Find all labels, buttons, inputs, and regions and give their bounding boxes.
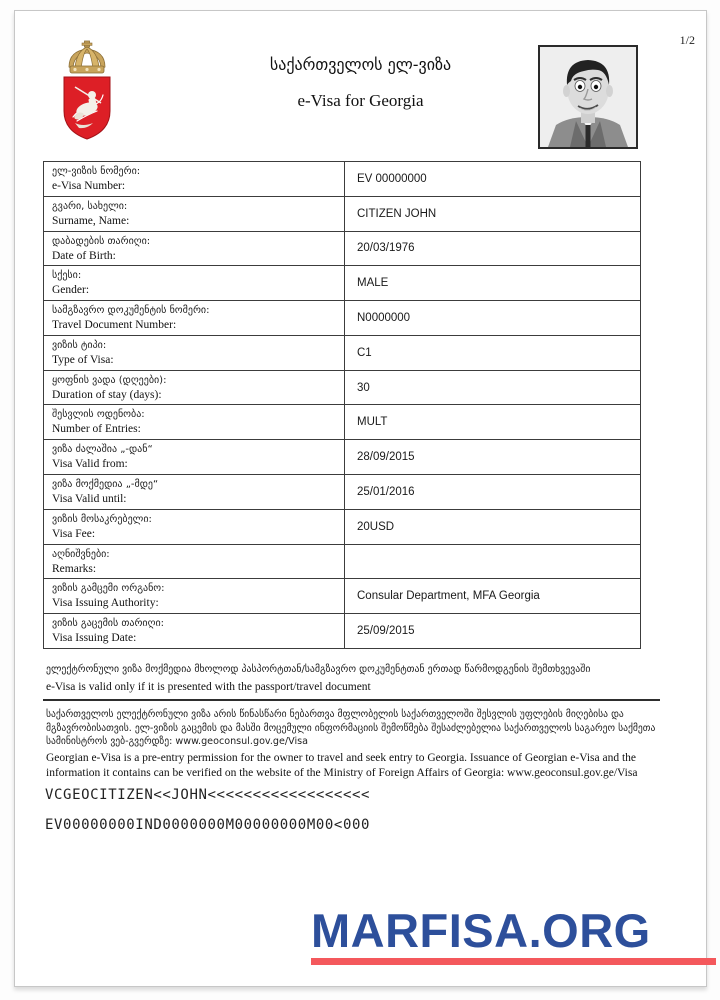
table-row-visa-type [44,336,640,371]
field-value [345,545,640,579]
field-label-ka: სამგზავრო დოკუმენტის ნომერი: [52,305,210,317]
field-label-en: Visa Valid from: [52,458,128,471]
field-label-en: Visa Issuing Authority: [52,597,159,610]
site-watermark [311,905,720,965]
table-row-visa-fee [44,510,640,545]
table-row-remarks [44,545,640,580]
table-row-gender [44,266,640,301]
mrz-line-2: EV00000000IND0000000M00000000M00<000 [45,817,371,833]
field-label-en: Remarks: [52,562,97,575]
field-value: 20USD [357,520,395,533]
field-label-en: Visa Issuing Date: [52,632,137,645]
table-row-issuing-authority [44,579,640,614]
field-label-ka: ვიზის ტიპი: [52,339,107,351]
field-value: C1 [357,346,372,359]
field-label-ka: ელ-ვიზის ნომერი: [52,166,141,177]
field-label-en: Travel Document Number: [52,319,177,332]
field-label-ka: ვიზის მოსაკრებელი: [52,513,152,525]
field-label-en: Date of Birth: [52,249,116,262]
mrz-line-1: VCGEOCITIZEN<<JOHN<<<<<<<<<<<<<<<<<< [45,787,371,803]
table-row-valid-until [44,475,640,510]
field-label-ka: სქესი: [52,270,82,282]
watermark-underline [311,958,716,965]
visa-data-table [43,161,641,649]
field-value: MALE [357,277,389,290]
validity-note-english: e-Visa is valid only if it is presented with the passport/travel document [46,681,371,693]
document-page [14,10,707,987]
field-value: 28/09/2015 [357,451,415,464]
field-value: 30 [357,381,370,394]
field-label-en: Gender: [52,284,90,297]
field-label-en: Visa Valid until: [52,493,127,506]
table-row-valid-from [44,440,640,475]
field-value: N0000000 [357,312,411,325]
table-row-duration [44,371,640,406]
info-paragraph-georgian: საქართველოს ელექტრონული ვიზა არის წინასწარი ნებართვა მფლობელის საქართველოში შესვლის უფლების მიღებისა და მგზავრობისათვის. ელ-ვიზის გაცემის და მასში მოცემული ინფორმაციის შემოწმება შესაძლებელია საქართველოს საგარეო საქმეთა სამინისტროს ვებ-გვერდზე: www.geoconsul.gov.ge/Visa [46,709,656,747]
field-value: CITIZEN JOHN [357,207,437,220]
field-label-ka: შესვლის ოდენობა: [52,409,145,421]
field-value: 20/03/1976 [357,242,415,255]
field-value: 25/01/2016 [357,485,415,498]
table-row-birth-date [44,232,640,267]
field-value: MULT [357,416,388,429]
field-label-en: Duration of stay (days): [52,388,162,401]
field-value: Consular Department, MFA Georgia [357,590,540,603]
watermark-text: MARFISA.ORG [311,904,651,957]
divider-line [43,699,660,701]
field-label-en: e-Visa Number: [52,180,126,192]
table-row-evisa-number [44,162,640,197]
table-row-issuing-date [44,614,640,648]
applicant-photo [538,45,638,149]
page-number: 1/2 [679,33,695,47]
field-label-ka: ვიზის გამცემი ორგანო: [52,583,165,595]
field-label-en: Type of Visa: [52,353,114,366]
field-label-en: Number of Entries: [52,423,141,436]
field-label-ka: ყოფნის ვადა (დღეები): [52,374,167,386]
document-title-georgian: საქართველოს ელ-ვიზა [269,55,452,74]
field-label-ka: აღნიშვნები: [52,548,110,560]
field-value: 25/09/2015 [357,625,415,638]
table-row-travel-document [44,301,640,336]
field-label-ka: ვიზა ძალაშია „-დან“ [52,444,153,456]
field-value: EV 00000000 [357,172,427,185]
field-label-en: Surname, Name: [52,214,130,227]
table-row-entries [44,405,640,440]
info-paragraph-english: Georgian e-Visa is a pre-entry permission for the owner to travel and seek entry to Georgia. Issuance of Georgian e-Visa and the information it contains can be verified on the website of the Ministry of Foreign Affairs of Georgia: www.geoconsul.gov.ge/Visa [46,752,638,779]
field-label-ka: დაბადების თარიღი: [52,235,151,247]
document-title-english: e-Visa for Georgia [297,91,424,110]
field-label-en: Visa Fee: [52,527,96,540]
field-label-ka: ვიზა მოქმედია „-მდე“ [52,479,159,491]
field-label-ka: ვიზის გაცემის თარიღი: [52,618,164,630]
table-row-name [44,197,640,232]
field-label-ka: გვარი, სახელი: [52,200,128,212]
validity-note-georgian: ელექტრონული ვიზა მოქმედია მხოლოდ პასპორტთან/სამგზავრო დოკუმენტთან ერთად წარმოდგენის შემთხვევაში [46,664,591,675]
